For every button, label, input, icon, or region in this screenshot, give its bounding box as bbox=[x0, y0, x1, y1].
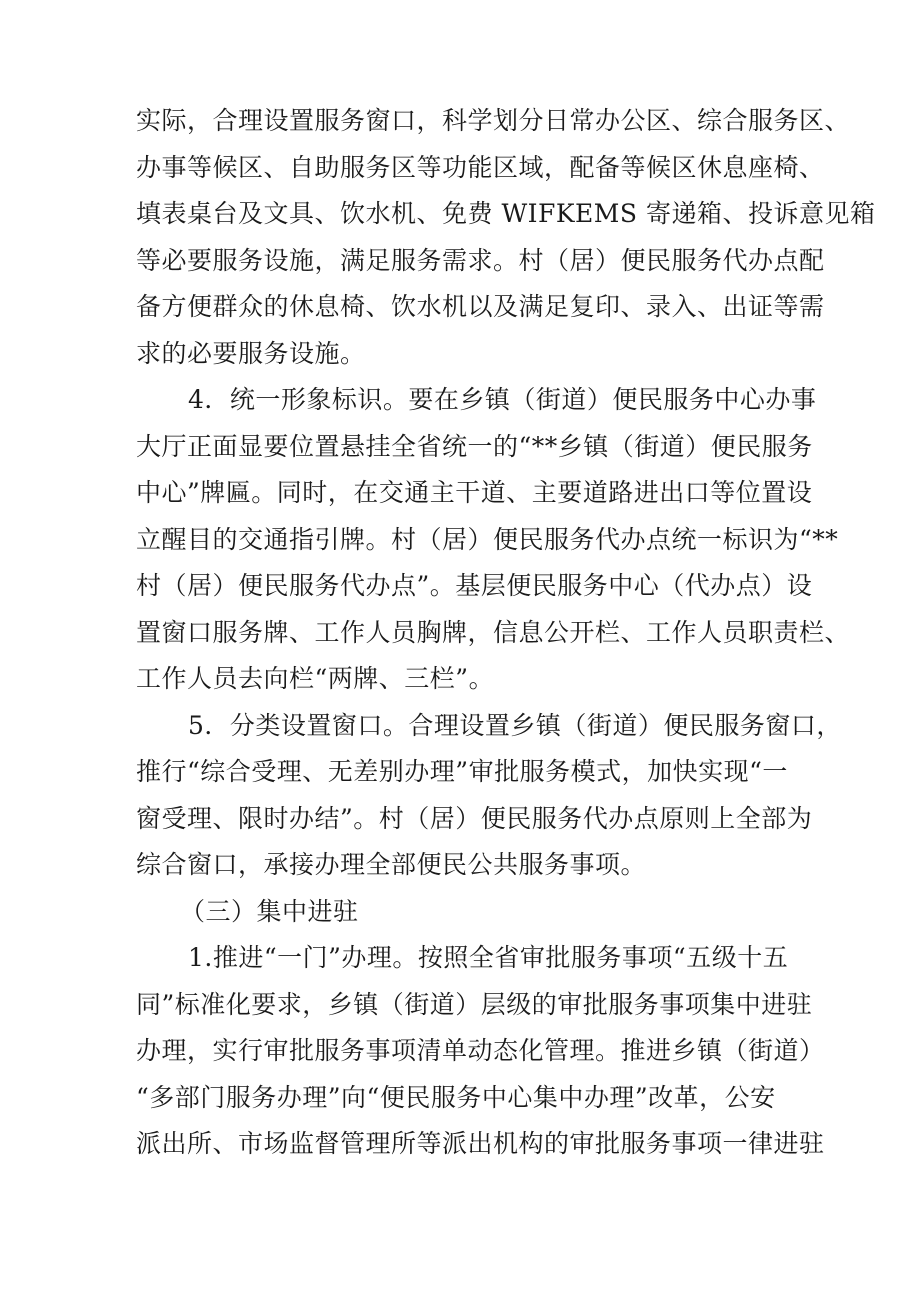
paragraph-line: 同”标准化要求，乡镇（街道）层级的审批服务事项集中进驻 bbox=[136, 989, 813, 1019]
paragraph-line: “多部门服务办理”向“便民服务中心集中办理”改革，公安 bbox=[136, 1082, 776, 1112]
paragraph-line: 工作人员去向栏“两牌、三栏”。 bbox=[136, 664, 495, 693]
paragraph-line: 村（居）便民服务代办点”。基层便民服务中心（代办点）设 bbox=[136, 571, 813, 600]
paragraph-line: 5．分类设置窗口。合理设置乡镇（街道）便民服务窗口， bbox=[188, 710, 842, 740]
paragraph-line: 立醒目的交通指引牌。村（居）便民服务代办点统一标识为“** bbox=[136, 524, 839, 554]
document-body bbox=[136, 98, 876, 1168]
paragraph-line: 备方便群众的休息椅、饮水机以及满足复印、录入、出证等需 bbox=[136, 292, 825, 321]
paragraph-line: 置窗口服务牌、工作人员胸牌，信息公开栏、工作人员职责栏、 bbox=[136, 617, 851, 647]
paragraph-line: 1.推进“一门”办理。按照全省审批服务事项“五级十五 bbox=[188, 943, 789, 972]
paragraph-line: 等必要服务设施，满足服务需求。村（居）便民服务代办点配 bbox=[136, 245, 825, 275]
paragraph-line: 实际，合理设置服务窗口，科学划分日常办公区、综合服务区、 bbox=[136, 106, 851, 135]
paragraph-line: 填表桌台及文具、饮水机、免费 WIFKEMS 寄递箱、投诉意见箱 bbox=[136, 199, 876, 228]
paragraph-line: 办理，实行审批服务事项清单动态化管理。推进乡镇（街道） bbox=[136, 1036, 825, 1065]
section-heading: （三）集中进驻 bbox=[180, 896, 359, 926]
paragraph-line: 综合窗口，承接办理全部便民公共服务事项。 bbox=[136, 850, 647, 879]
paragraph-line: 4．统一形象标识。要在乡镇（街道）便民服务中心办事 bbox=[188, 385, 817, 414]
paragraph-line: 派出所、市场监督管理所等派出机构的审批服务事项一律进驻 bbox=[136, 1129, 825, 1158]
paragraph-line: 办事等候区、自助服务区等功能区域，配备等候区休息座椅、 bbox=[136, 152, 825, 182]
paragraph-line: 推行“综合受理、无差别办理”审批服务模式，加快实现“一 bbox=[136, 757, 788, 786]
paragraph-line: 大厅正面显要位置悬挂全省统一的“**乡镇（街道）便民服务 bbox=[136, 431, 813, 461]
paragraph-line: 窗受理、限时办结”。村（居）便民服务代办点原则上全部为 bbox=[136, 803, 813, 833]
paragraph-line: 中心”牌匾。同时，在交通主干道、主要道路进出口等位置设 bbox=[136, 478, 813, 507]
paragraph-line: 求的必要服务设施。 bbox=[136, 338, 366, 368]
